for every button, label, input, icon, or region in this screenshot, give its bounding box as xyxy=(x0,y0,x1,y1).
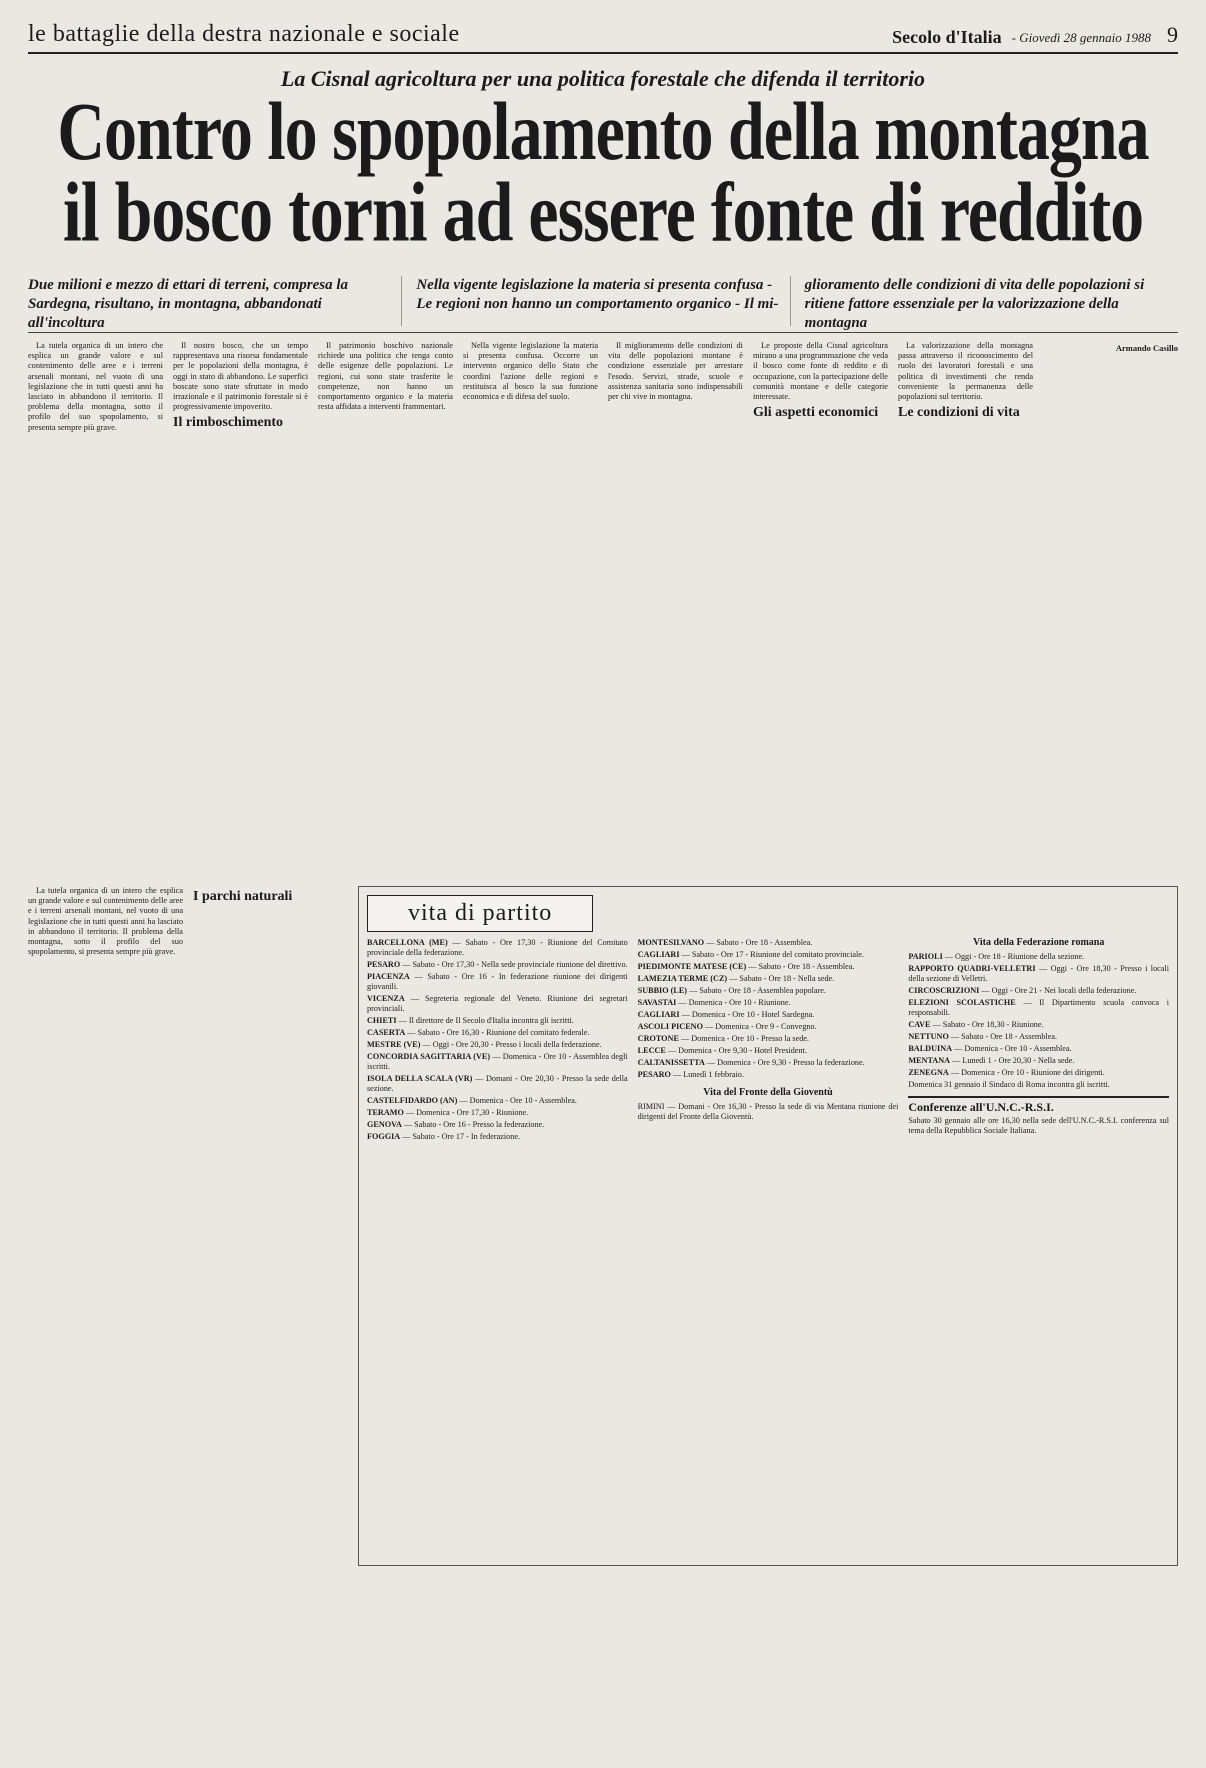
notice-text: — Domenica - Ore 9,30 - Hotel President. xyxy=(665,1046,807,1055)
article-text: Il nostro bosco, che un tempo rappresentava una risorsa fondamentale per le popolazioni della montagna, è oggi in stato di abbandono. Le superfici boscate sono state sfruttate in modo irrazionale e il patrimonio forestale si è progressivamente impoverito. xyxy=(173,341,308,412)
notice-item xyxy=(367,1074,628,1094)
notice-place: CALTANISSETTA xyxy=(637,1058,705,1067)
lower-section xyxy=(28,886,1178,1566)
notice-text: — Sabato - Ore 16 - In federazione riunione dei dirigenti giovanili. xyxy=(367,972,628,991)
notice-item xyxy=(367,1132,628,1142)
notice-text: — Il direttore de Il Secolo d'Italia incontra gli iscritti. xyxy=(396,1016,574,1025)
article-column-4 xyxy=(463,341,598,886)
subheading-parchi: I parchi naturali xyxy=(193,889,293,904)
notice-text: — Sabato - Ore 18 - Assemblea. xyxy=(746,962,855,971)
article-column-3 xyxy=(318,341,453,886)
notice-place: VICENZA xyxy=(367,994,405,1003)
notice-place: LAMEZIA TERME (CZ) xyxy=(637,974,728,983)
masthead xyxy=(28,14,1178,54)
notice-place: MESTRE (VE) xyxy=(367,1040,421,1049)
notice-item xyxy=(367,1108,628,1118)
notice-place: RAPPORTO QUADRI-VELLETRI xyxy=(908,964,1036,973)
notice-text: — Sabato - Ore 17,30 - Nella sede provinciale riunione del direttivo. xyxy=(400,960,628,969)
notice-item xyxy=(638,974,899,984)
notice-item xyxy=(638,1022,899,1032)
notice-text: — Domenica - Ore 10 - Assemblea. xyxy=(457,1096,577,1105)
vdp-column-2-items xyxy=(638,938,899,1080)
notice-item xyxy=(367,1040,628,1050)
notice-text: — Sabato - Ore 18 - Assemblea. xyxy=(948,1032,1058,1041)
notice-text: — Domenica - Ore 9,30 - Presso la federazione. xyxy=(704,1058,865,1067)
subheading-condizioni: Le condizioni di vita xyxy=(898,405,1020,421)
notice-text: — Il Dipartimento scuola convoca i responsabili. xyxy=(908,998,1170,1017)
notice-place: NETTUNO xyxy=(908,1032,949,1041)
notice-text: — Domenica - Ore 17,30 - Riunione. xyxy=(403,1108,529,1117)
notice-text: — Sabato - Ore 17,30 - Riunione del Comitato provinciale della federazione. xyxy=(367,938,628,957)
notice-item xyxy=(638,998,899,1008)
notice-item xyxy=(638,938,899,948)
notice-text: — Oggi - Ore 21 - Nei locali della federazione. xyxy=(979,986,1137,995)
notice-item xyxy=(908,1056,1169,1066)
deck-1: Due milioni e mezzo di ettari di terreni, compresa la Sardegna, risultano, in montagna, abbandonati all'incoltura xyxy=(28,276,402,326)
notice-place: MENTANA xyxy=(908,1056,951,1065)
article-text: La valorizzazione della montagna passa attraverso il riconoscimento del ruolo dei lavoratori forestali e una politica di investimenti che renda conveniente la permanenza delle popolazioni sul territorio. xyxy=(898,341,1033,402)
newspaper-page xyxy=(28,14,1178,1724)
notice-place: ASCOLI PICENO xyxy=(637,1022,703,1031)
federazione-romana-box xyxy=(908,938,1169,1558)
notice-text: — Sabato - Ore 18,30 - Riunione. xyxy=(930,1020,1044,1029)
vita-di-partito-title: vita di partito xyxy=(367,895,593,932)
notice-place: MONTESILVANO xyxy=(637,938,705,947)
federazione-romana-items xyxy=(908,952,1169,1078)
article-column-2 xyxy=(173,341,308,886)
notice-place: LECCE xyxy=(637,1046,666,1055)
notice-text: — Sabato - Ore 18 - Assemblea popolare. xyxy=(687,986,826,995)
notice-place: SUBBIO (LE) xyxy=(637,986,688,995)
notice-item xyxy=(638,986,899,996)
notice-text: — Domenica - Ore 9 - Convegno. xyxy=(702,1022,817,1031)
notice-place: PESARO xyxy=(367,960,401,969)
notice-text: — Sabato - Ore 16,30 - Riunione del comitato federale. xyxy=(405,1028,590,1037)
article-column-5 xyxy=(608,341,743,886)
notice-item xyxy=(908,1032,1169,1042)
conferenze-box xyxy=(908,1096,1169,1136)
conferenze-title: Conferenze all'U.N.C.-R.S.I. xyxy=(908,1100,1054,1114)
notice-place: CAGLIARI xyxy=(637,950,680,959)
notice-item xyxy=(638,1034,899,1044)
article-column-lower-1 xyxy=(28,886,183,1566)
notice-item xyxy=(367,1096,628,1106)
notice-item xyxy=(908,1068,1169,1078)
notice-place: ELEZIONI SCOLASTICHE xyxy=(908,998,1016,1007)
article-text: Il patrimonio boschivo nazionale richiede una politica che tenga conto delle esigenze delle popolazioni. Le regioni, cui sono state trasferite le competenze, non hanno un comportamento organico e la materia resta affidata a interventi frammentari. xyxy=(318,341,453,412)
issue-date: - Giovedì 28 gennaio 1988 xyxy=(1011,30,1151,45)
notice-place: CAVE xyxy=(908,1020,931,1029)
article-column-lower-2 xyxy=(193,886,348,1566)
vita-di-partito-columns xyxy=(367,938,1169,1558)
paper-name: Secolo d'Italia xyxy=(892,27,1002,47)
notice-item xyxy=(908,952,1169,962)
notice-place: PIACENZA xyxy=(367,972,410,981)
notice-text: — Domenica - Ore 10 - Hotel Sardegna. xyxy=(679,1010,815,1019)
notice-item xyxy=(638,962,899,972)
notice-text: — Lunedì 1 - Ore 20,30 - Nella sede. xyxy=(950,1056,1075,1065)
notice-place: CASERTA xyxy=(367,1028,406,1037)
notice-text: — Oggi - Ore 20,30 - Presso i locali della federazione. xyxy=(420,1040,602,1049)
deck-2: Nella vigente legislazione la materia si presenta confusa - Le regioni non hanno un comportamento organico - Il mi- xyxy=(416,276,790,326)
author-signature: Armando Casillo xyxy=(1115,343,1178,353)
notice-item xyxy=(367,972,628,992)
article-body xyxy=(28,341,1178,886)
article-column-8 xyxy=(1043,341,1178,886)
notice-item xyxy=(638,1010,899,1020)
notice-item xyxy=(908,964,1169,984)
notice-item xyxy=(638,1070,899,1080)
notice-place: PESARO xyxy=(637,1070,671,1079)
fronte-gioventu-text: RIMINI — Domani - Ore 16,30 - Presso la sede di via Mentana riunione dei dirigenti del Fronte della Gioventù. xyxy=(637,1102,899,1121)
notice-place: CROTONE xyxy=(637,1034,679,1043)
notice-item xyxy=(367,994,628,1014)
notice-item xyxy=(367,1052,628,1072)
article-text: La tutela organica di un intero che esplica un grande valore e sul contenimento delle aree e i terreni arsenali montani, nel vuoto di una legislazione che in tutti questi anni ha lasciato in abbandono il territorio. Il problema della montagna, sotto il profilo del suo spopolamento, si presenta sempre più grave. xyxy=(28,886,183,957)
notice-text: — Domenica - Ore 10 - Riunione dei dirigenti. xyxy=(948,1068,1105,1077)
notice-place: TERAMO xyxy=(367,1108,404,1117)
notice-item xyxy=(908,1020,1169,1030)
notice-place: BARCELLONA (ME) xyxy=(367,938,448,947)
federazione-note: Domenica 31 gennaio il Sindaco di Roma incontra gli iscritti. xyxy=(908,1080,1110,1089)
notice-item xyxy=(367,938,628,958)
notice-place: PARIOLI xyxy=(908,952,943,961)
notice-place: PIEDIMONTE MATESE (CE) xyxy=(637,962,747,971)
notice-text: — Oggi - Ore 18 - Riunione della sezione. xyxy=(942,952,1085,961)
notice-text: — Sabato - Ore 18 - Nella sede. xyxy=(727,974,835,983)
notice-item xyxy=(367,1016,628,1026)
notice-item xyxy=(638,1046,899,1056)
notice-text: — Domenica - Ore 10 - Presso la sede. xyxy=(678,1034,809,1043)
notice-place: CONCORDIA SAGITTARIA (VE) xyxy=(367,1052,491,1061)
notice-item xyxy=(638,950,899,960)
headline-line-1: Contro lo spopolamento della montagna xyxy=(57,86,1149,178)
notice-text: — Domenica - Ore 10 - Assemblea degli iscritti. xyxy=(367,1052,628,1071)
article-column-6 xyxy=(753,341,888,886)
notice-text: — Sabato - Ore 16 - Presso la federazione. xyxy=(401,1120,545,1129)
notice-text: — Domenica - Ore 10 - Assemblea. xyxy=(952,1044,1072,1053)
notice-text: — Oggi - Ore 18,30 - Presso i locali della sezione di Velletri. xyxy=(908,964,1169,983)
notice-place: BALDUINA xyxy=(908,1044,953,1053)
notice-text: — Sabato - Ore 18 - Assemblea. xyxy=(704,938,813,947)
notice-text: — Domani - Ore 20,30 - Presso la sede della sezione. xyxy=(367,1074,628,1093)
notice-place: GENOVA xyxy=(367,1120,402,1129)
notice-item xyxy=(367,1120,628,1130)
conferenze-text: Sabato 30 gennaio alle ore 16,30 nella sede dell'U.N.C.-R.S.I. conferenza sul tema della Repubblica Sociale Italiana. xyxy=(908,1116,1170,1135)
deck-3: glioramento delle condizioni di vita delle popolazioni si ritiene fattore essenziale per la valorizzazione della montagna xyxy=(804,277,1145,331)
article-text: Nella vigente legislazione la materia si presenta confusa. Occorre un intervento organico dello Stato che coordini l'azione delle regioni e restituisca al bosco la sua funzione economica e di difesa del suolo. xyxy=(463,341,598,402)
article-headline xyxy=(28,86,1178,266)
notice-item xyxy=(908,998,1169,1018)
article-kicker: La Cisnal agricoltura per una politica forestale che difenda il territorio xyxy=(280,66,926,91)
notice-place: FOGGIA xyxy=(367,1132,401,1141)
notice-place: CIRCOSCRIZIONI xyxy=(908,986,980,995)
subheading-aspetti: Gli aspetti economici xyxy=(753,405,879,421)
section-title: le battaglie della destra nazionale e sociale xyxy=(28,21,460,47)
notice-place: ISOLA DELLA SCALA (VR) xyxy=(367,1074,473,1083)
notice-place: ZENEGNA xyxy=(908,1068,949,1077)
federazione-romana-title: Vita della Federazione romana xyxy=(972,938,1105,948)
notice-text: — Sabato - Ore 17 - In federazione. xyxy=(400,1132,521,1141)
notice-place: CAGLIARI xyxy=(637,1010,680,1019)
notice-place: CASTELFIDARDO (AN) xyxy=(367,1096,458,1105)
notice-text: — Lunedì 1 febbraio. xyxy=(670,1070,744,1079)
notice-text: — Segreteria regionale del Veneto. Riunione dei segretari provinciali. xyxy=(367,994,628,1013)
article-text: La tutela organica di un intero che esplica un grande valore e sul contenimento delle aree e i terreni arsenali montani, nel vuoto di una legislazione che in tutti questi anni ha lasciato in abbandono il territorio. Il problema della montagna, sotto il profilo del suo spopolamento, si presenta sempre più grave. xyxy=(28,341,163,432)
notice-place: CHIETI xyxy=(367,1016,397,1025)
article-continuation xyxy=(28,886,348,1566)
notice-text: — Domenica - Ore 10 - Riunione. xyxy=(676,998,791,1007)
vdp-column-1 xyxy=(367,938,628,1558)
article-column-1 xyxy=(28,341,163,886)
article-decks xyxy=(28,276,1178,333)
notice-text: — Sabato - Ore 17 - Riunione del comitato provinciale. xyxy=(679,950,864,959)
notice-item xyxy=(908,986,1169,996)
vita-di-partito-box xyxy=(358,886,1178,1566)
notice-item xyxy=(908,1044,1169,1054)
masthead-right xyxy=(892,22,1178,48)
notice-item xyxy=(638,1058,899,1068)
page-number: 9 xyxy=(1167,22,1178,47)
vdp-column-2 xyxy=(638,938,899,1558)
notice-item xyxy=(367,960,628,970)
notice-item xyxy=(367,1028,628,1038)
subheading-rimboschimento: Il rimboschimento xyxy=(173,415,284,431)
article-text: Le proposte della Cisnal agricoltura mirano a una programmazione che veda il bosco come fonte di reddito e di occupazione, con la partecipazione delle comunità montane e delle categorie interessate. xyxy=(753,341,888,402)
article-text: Il miglioramento delle condizioni di vita delle popolazioni montane è condizione essenziale per arrestare l'esodo. Servizi, strade, scuole e assistenza sanitaria sono indispensabili per chi vive in montagna. xyxy=(608,341,743,402)
notice-place: SAVASTAI xyxy=(637,998,677,1007)
headline-line-2: il bosco torni ad essere fonte di reddito xyxy=(62,164,1144,260)
article-column-7 xyxy=(898,341,1033,886)
fronte-gioventu-title: Vita del Fronte della Gioventù xyxy=(703,1087,833,1098)
